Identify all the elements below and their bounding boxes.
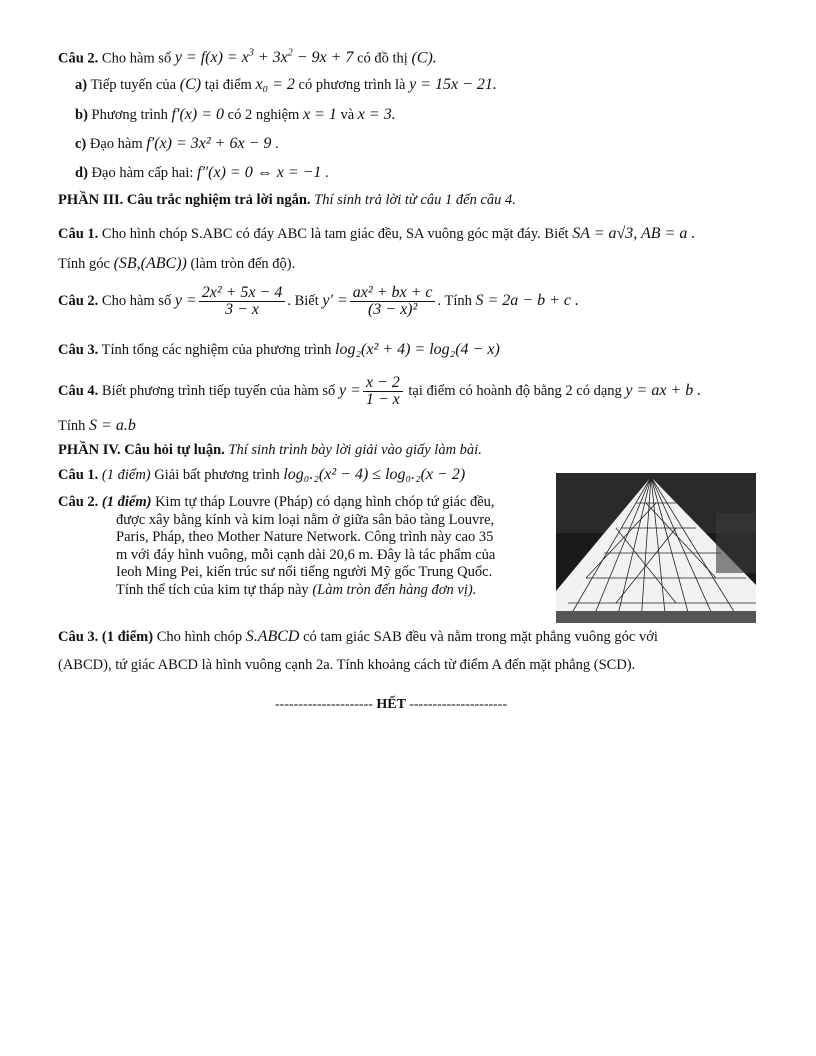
part3-q3: Câu 3. Tính tổng các nghiệm của phương trình log₂(x² + 4) = log₂(4 − x) xyxy=(58,341,500,358)
part4-q3: Câu 3. (1 điểm) Cho hình chóp S.ABCD có tam giác SAB đều và nằm trong mặt phẳng vuông góc với xyxy=(58,628,658,645)
part4-heading: PHẦN IV. Câu hỏi tự luận. Thí sinh trình bày lời giải vào giấy làm bài. xyxy=(58,442,482,458)
part3-q4: Câu 4. Biết phương trình tiếp tuyến của hàm số y = $\frac{x - 2}{1 - x}$ tại điểm có hoành độ bằng 2 có dạng y = ax + b . xyxy=(58,374,702,409)
part3-heading: PHẦN III. Câu trắc nghiệm trả lời ngắn. Thí sinh trả lời từ câu 1 đến câu 4. xyxy=(58,192,516,208)
q2-fraction: $\frac{\text{2x² + 5x − 4}}{3 - x}$ xyxy=(199,285,286,318)
part4-q2-line1: Câu 2. (1 điểm) Kim tự tháp Louvre (Pháp) có dạng hình chóp tứ giác đều, xyxy=(58,494,495,510)
end-marker: --------------------- HẾT --------------------- xyxy=(275,697,508,712)
part3-q1-line2: Tính góc (SB,(ABC)) (làm tròn đến độ). xyxy=(58,255,296,272)
part3-q2: Câu 2. Cho hàm số y = $\frac{\text{2x² + 5x − 4}}{3 - x}$ . Biết y′ = $\frac{\text{ax² + bx + c}}{\text{(3 − x)²}}$ . Tính S = 2a − b + c . xyxy=(58,284,579,319)
q2-item-b: b) Phương trình f′(x) = 0 có 2 nghiệm x = 1 và x = 3. xyxy=(75,106,396,123)
q2-item-a: a) Tiếp tuyến của (C) tại điểm x₀ = 2 có phương trình là y = 15x − 21. xyxy=(75,76,497,93)
q2-derivative-fraction: $\frac{\text{ax² + bx + c}}{\text{(3 − x)²}}$ xyxy=(350,285,436,318)
louvre-pyramid-photo xyxy=(556,473,756,623)
part3-q4-line2: Tính S = a.b xyxy=(58,417,136,434)
part4-q2: Câu 2. (1 điểm) Kim tự tháp Louvre (Pháp) có dạng hình chóp tứ giác đều, được xây bằng kính và kim loại nằm ở giữa sân bảo tàng Louvre, Paris, Pháp, theo Mother Nature Network. Công trình này cao 35 m với đáy hình vuông, mỗi cạnh dài 20,6 m. Đây là tác phẩm của Ieoh Ming Pei, kiến trúc sư nổi tiếng người Mỹ gốc Trung Quốc. Tính thể tích của kim tự tháp này (Làm tròn đến hàng đơn vị). xyxy=(58,494,496,598)
part4-q3-line2: (ABCD), tứ giác ABCD là hình vuông cạnh 2a. Tính khoảng cách từ điểm A đến mặt phẳng (SCD). xyxy=(58,657,636,673)
q2-statement: Câu 2. Cho hàm số $y = f(x) = x^3 + 3x^2 - 9x + 7$ có đồ thị (C). xyxy=(58,48,437,67)
part4-q1: Câu 1. (1 điểm) Giải bất phương trình log₀.₂(x² − 4) ≤ log₀.₂(x − 2) xyxy=(58,466,466,483)
q2-item-d: d) Đạo hàm cấp hai: f″(x) = 0 ⇔ x = −1 . xyxy=(75,164,329,181)
q2-item-c: c) Đạo hàm f′(x) = 3x² + 6x − 9 . xyxy=(75,135,279,152)
part3-q1: Câu 1. Cho hình chóp S.ABC có đáy ABC là tam giác đều, SA vuông góc mặt đáy. Biết SA = a√3, AB = a . xyxy=(58,225,696,242)
q4-fraction: $\frac{x - 2}{1 - x}$ xyxy=(363,375,403,408)
q2-function: $y = f(x) = x^3 + 3x^2 - 9x + 7$ xyxy=(174,48,354,67)
